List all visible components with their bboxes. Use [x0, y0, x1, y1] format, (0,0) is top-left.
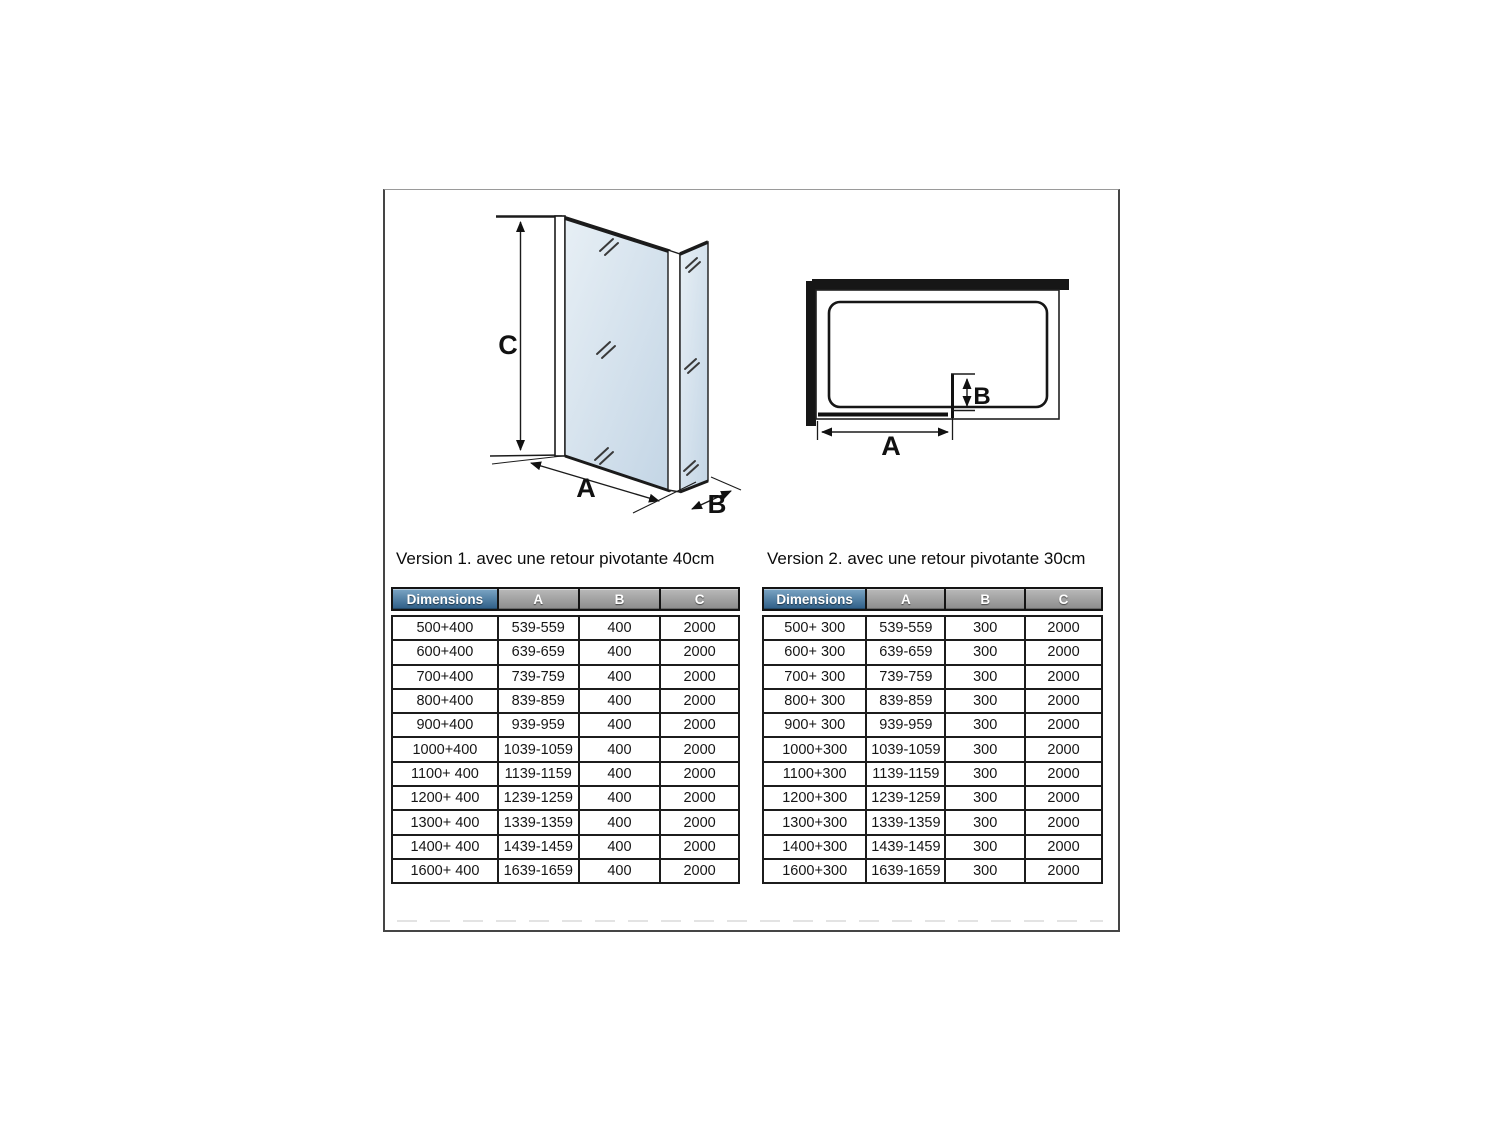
table-cell: 1239-1259: [866, 786, 945, 810]
table-cell: 300: [945, 859, 1025, 883]
table-header: [762, 587, 1103, 611]
table-cell: 300: [945, 737, 1025, 761]
table-header: [391, 587, 740, 611]
table-cell: 2000: [1025, 640, 1102, 664]
dim-a-ext-left: [492, 456, 562, 464]
table-cell: 2000: [660, 859, 739, 883]
table-row: [392, 859, 739, 883]
table-cell: 300: [945, 665, 1025, 689]
table-cell: 639-659: [866, 640, 945, 664]
table-cell: 1200+ 400: [392, 786, 498, 810]
table-cell: 300: [945, 713, 1025, 737]
glass-panel-main: [565, 218, 670, 491]
table-row: [392, 616, 739, 640]
table-cell: 600+400: [392, 640, 498, 664]
table-row: [392, 665, 739, 689]
column-header-c: C: [1025, 588, 1102, 610]
table-row: [763, 640, 1102, 664]
table-row: [763, 737, 1102, 761]
table-row: [763, 665, 1102, 689]
table-title-version-2: Version 2. avec une retour pivotante 30cm: [767, 549, 1086, 568]
table-cell: 2000: [1025, 737, 1102, 761]
table-cell: 1639-1659: [866, 859, 945, 883]
table-cell: 1000+400: [392, 737, 498, 761]
table-cell: 1300+300: [763, 810, 866, 834]
table-cell: 2000: [660, 762, 739, 786]
table-cell: 400: [579, 737, 661, 761]
table-cell: 400: [579, 835, 661, 859]
table-cell: 800+ 300: [763, 689, 866, 713]
table-cell: 2000: [660, 810, 739, 834]
table-cell: 400: [579, 786, 661, 810]
table-cell: 1400+300: [763, 835, 866, 859]
table-cell: 700+ 300: [763, 665, 866, 689]
table-cell: 2000: [1025, 859, 1102, 883]
table-cell: 1600+300: [763, 859, 866, 883]
table-row: [392, 689, 739, 713]
table-cell: 839-859: [498, 689, 579, 713]
table-row: [392, 713, 739, 737]
table-cell: 2000: [1025, 713, 1102, 737]
table-row: [392, 810, 739, 834]
table-cell: 300: [945, 762, 1025, 786]
table-cell: 1339-1359: [498, 810, 579, 834]
table-row: [392, 835, 739, 859]
label-a: A: [881, 431, 901, 461]
table-cell: 900+400: [392, 713, 498, 737]
table-cell: 500+ 300: [763, 616, 866, 640]
table-cell: 2000: [1025, 689, 1102, 713]
table-cell: 400: [579, 713, 661, 737]
table-cell: 2000: [1025, 762, 1102, 786]
table-cell: 700+400: [392, 665, 498, 689]
table-body: [762, 615, 1103, 884]
table-cell: 2000: [1025, 835, 1102, 859]
table-cell: 500+400: [392, 616, 498, 640]
table-row: [763, 786, 1102, 810]
table-cell: 839-859: [866, 689, 945, 713]
table-body: [391, 615, 740, 884]
column-header-dimensions: Dimensions: [763, 588, 866, 610]
table-cell: 939-959: [498, 713, 579, 737]
top-view-diagram: [800, 268, 1100, 463]
table-cell: 400: [579, 810, 661, 834]
tray-outline: [816, 290, 1059, 419]
table-title-version-1: Version 1. avec une retour pivotante 40cm: [396, 549, 715, 568]
table-cell: 1239-1259: [498, 786, 579, 810]
table-row: [392, 640, 739, 664]
table-cell: 2000: [1025, 810, 1102, 834]
table-row: [763, 810, 1102, 834]
side-view-diagram: [480, 200, 750, 535]
divider-dashes: [397, 920, 1103, 922]
table-cell: 2000: [660, 737, 739, 761]
table-cell: 300: [945, 616, 1025, 640]
table-cell: 2000: [660, 616, 739, 640]
table-row: [763, 859, 1102, 883]
label-b: B: [707, 489, 727, 519]
table-cell: 300: [945, 810, 1025, 834]
table-row: [763, 616, 1102, 640]
table-cell: 1339-1359: [866, 810, 945, 834]
table-cell: 1000+300: [763, 737, 866, 761]
table-row: [763, 762, 1102, 786]
table-cell: 1100+ 400: [392, 762, 498, 786]
table-cell: 1600+ 400: [392, 859, 498, 883]
table-cell: 800+400: [392, 689, 498, 713]
column-header-a: A: [498, 588, 579, 610]
table-cell: 400: [579, 689, 661, 713]
table-row: [763, 713, 1102, 737]
table-cell: 2000: [660, 835, 739, 859]
table-cell: 400: [579, 640, 661, 664]
wall-bar-horizontal: [812, 279, 1069, 290]
table-cell: 2000: [660, 713, 739, 737]
table-cell: 300: [945, 640, 1025, 664]
table-cell: 1039-1059: [866, 737, 945, 761]
label-c: C: [498, 330, 518, 360]
table-cell: 2000: [660, 640, 739, 664]
table-cell: 400: [579, 616, 661, 640]
table-cell: 639-659: [498, 640, 579, 664]
table-cell: 1300+ 400: [392, 810, 498, 834]
table-cell: 2000: [660, 786, 739, 810]
table-cell: 300: [945, 689, 1025, 713]
column-header-b: B: [579, 588, 661, 610]
table-cell: 400: [579, 665, 661, 689]
table-row: [763, 835, 1102, 859]
table-cell: 2000: [660, 689, 739, 713]
table-cell: 1100+300: [763, 762, 866, 786]
table-cell: 539-559: [498, 616, 579, 640]
dim-c-bottom-tick: [490, 455, 562, 456]
table-row: [392, 762, 739, 786]
table-cell: 1039-1059: [498, 737, 579, 761]
table-cell: 939-959: [866, 713, 945, 737]
table-cell: 1639-1659: [498, 859, 579, 883]
table-version-2: [762, 550, 1103, 884]
column-header-a: A: [866, 588, 945, 610]
table-cell: 300: [945, 786, 1025, 810]
table-cell: 739-759: [498, 665, 579, 689]
label-b: B: [973, 383, 991, 410]
table-row: [763, 689, 1102, 713]
table-cell: 2000: [1025, 616, 1102, 640]
table-cell: 739-759: [866, 665, 945, 689]
column-header-c: C: [660, 588, 739, 610]
table-cell: 400: [579, 859, 661, 883]
table-cell: 2000: [1025, 665, 1102, 689]
table-cell: 1439-1459: [498, 835, 579, 859]
table-row: [392, 737, 739, 761]
table-cell: 1200+300: [763, 786, 866, 810]
table-cell: 2000: [1025, 786, 1102, 810]
table-version-1: [391, 550, 740, 884]
table-cell: 1139-1159: [866, 762, 945, 786]
column-header-dimensions: Dimensions: [392, 588, 498, 610]
table-cell: 600+ 300: [763, 640, 866, 664]
pivot-profile: [668, 250, 680, 492]
table-cell: 2000: [660, 665, 739, 689]
label-a: A: [576, 473, 596, 503]
table-row: [392, 786, 739, 810]
wall-profile: [555, 216, 565, 456]
table-cell: 400: [579, 762, 661, 786]
wall-bar-vertical: [806, 281, 816, 426]
table-cell: 300: [945, 835, 1025, 859]
table-cell: 1439-1459: [866, 835, 945, 859]
table-cell: 1139-1159: [498, 762, 579, 786]
table-cell: 1400+ 400: [392, 835, 498, 859]
column-header-b: B: [945, 588, 1025, 610]
table-cell: 900+ 300: [763, 713, 866, 737]
table-cell: 539-559: [866, 616, 945, 640]
